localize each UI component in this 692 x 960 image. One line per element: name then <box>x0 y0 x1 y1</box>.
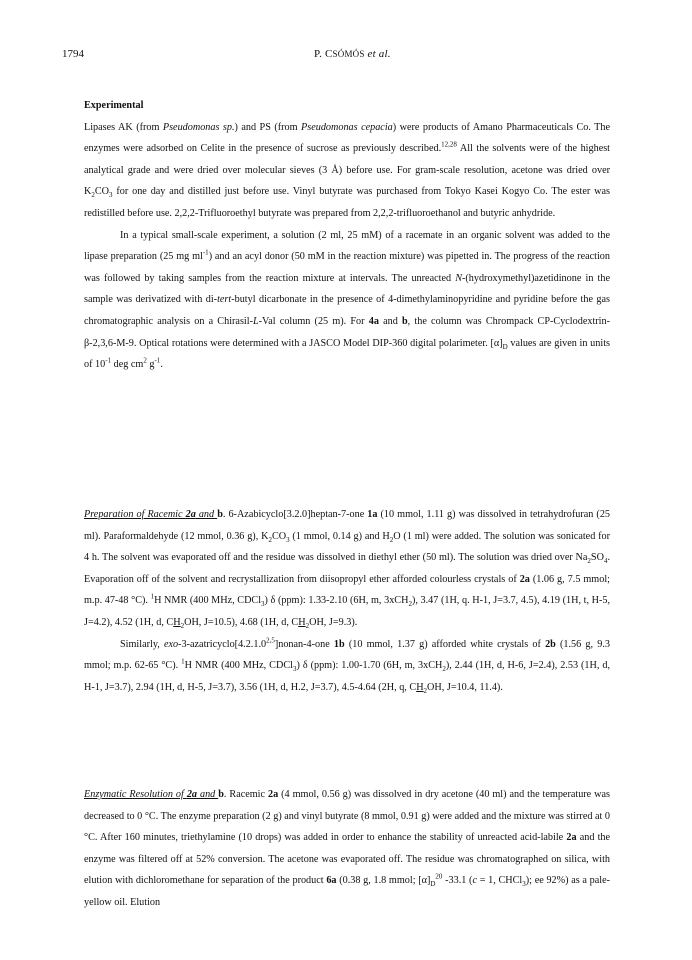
running-header-authors: P. CSÓMÓS et al. <box>314 48 391 60</box>
paragraph-small-scale: In a typical small-scale experiment, a solution (2 ml, 25 mM) of a racemate in an organic solvent was added to the lipase preparation (25 mg $ml^{-1}$) and an acyl donor (50 mM in the reaction mixture) was pipetted in. The progress of the reaction was followed by taking samples from the reaction mixture at intervals. The unreacted N-(hydroxymethyl)azetidinone in the sample was derivatized with di-tert-butyl dicarbonate in the presence of 4-dimethylaminopyridine and pyridine before the gas chromatographic analysis on a Chirasil-L-Val column (25 m). For 4a and b, the column was Chrompack CP-Cyclodextrin-β-2,3,6-M-9. Optical rotations were determined with a JASCO Model DIP-360 digital polarimeter. $[\alpha]_D$ values are given in units of $10^{-1}$ deg $cm^2$ $g^{-1}$. <box>84 229 610 371</box>
page-number: 1794 <box>62 48 84 60</box>
paragraph-similarly: Similarly, exo-3-azatricyclo[4.2.1.0$^{2,5}$]nonan-4-one 1b (10 mmol, 1.37 g) afforded white crystals of 2b (1.56 g, 9.3 mmol; m.p. 62-65 °C). $^1$H NMR (400 MHz, CDCl$_3$) δ (ppm): 1.00-1.70 (6H, m, 3xCH$_2$), 2.44 (1H, d, H-6, J=2.4), 2.53 (1H, d, H-1, J=3.7), 2.94 (1H, d, H-5, J=3.7), 3.56 (1H, d, H.2, J=3.7), 4.5-4.64 (2H, q, $CH_2OH$, J=10.4, 11.4). <box>84 636 610 695</box>
resolution-section <box>84 784 610 914</box>
paragraph-enzymatic-resolution: Enzymatic Resolution of 2a and b. Racemic 2a (4 mmol, 0.56 g) was dissolved in dry acetone (40 ml) and the temperature was decreased to 0 °C. The enzyme preparation (2 g) and vinyl butyrate (8 mmol, 0.91 g) were added and the mixture was stirred at 0 °C. After 160 minutes, triethylamine (10 drops) was added in order to enhance the stability of unreacted acid-labile 2a and the enzyme was filtered off at 52% conversion. The acetone was evaporated off. The residue was chromatographed on silica, with elution with dichloromethane for separation of the product 6a (0.38 g, 1.8 mmol; $[\alpha]_D^{20}$ -33.1 (c = 1, CHCl$_3$); ee 92%) as a pale-yellow oil. Elution <box>84 789 611 908</box>
experimental-section <box>84 95 610 376</box>
paragraph-preparation: Preparation of Racemic 2a and b. 6-Azabicyclo[3.2.0]heptan-7-one 1a (10 mmol, 1.11 g) was dissolved in tetrahydrofuran (25 ml). Paraformaldehyde (12 mmol, 0.36 g), $K_2CO_3$ (1 mmol, 0.14 g) and $H_2O$ (1 ml) were added. The solution was sonicated for 4 h. The solvent was evaporated off and the residue was dissolved in diethyl ether (50 ml). The solution was dried over $Na_2SO_4$. Evaporation off of the solvent and recrystallization from diisopropyl ether afforded colourless crystals of 2a (1.06 g, 7.5 mmol; m.p. 47-48 °C). $^1$H NMR (400 MHz, CDCl$_3$) δ (ppm): 1.33-2.10 (6H, m, 3xCH$_2$), 3.47 (1H, q. H-1, J=3.7, 4.5), 4.19 (1H, t, H-5, J=4.2), 4.52 (1H, d, $CH_2OH$, J=10.5), 4.68 (1H, d, $CH_2OH$, J=9.3). <box>84 509 611 630</box>
paragraph-materials: Lipases AK (from Pseudomonas sp.) and PS (from Pseudomonas cepacia) were products of Amano Pharmaceuticals Co. The enzymes were adsorbed on Celite in the presence of sucrose as previously described.$^{12,28}$ All the solvents were of the highest analytical grade and were dried over molecular sieves (3 Å) before use. For gram-scale resolution, acetone was dried over $K_2CO_3$ for one day and distilled just before use. Vinyl butyrate was purchased from Tokyo Kasei Kogyo Co. The ester was redistilled before use. 2,2,2-Trifluoroethyl butyrate was prepared from 2,2,2-trifluoroethanol and butyric anhydride. <box>84 121 611 219</box>
section-heading: Experimental <box>84 100 144 111</box>
preparation-section <box>84 504 610 698</box>
